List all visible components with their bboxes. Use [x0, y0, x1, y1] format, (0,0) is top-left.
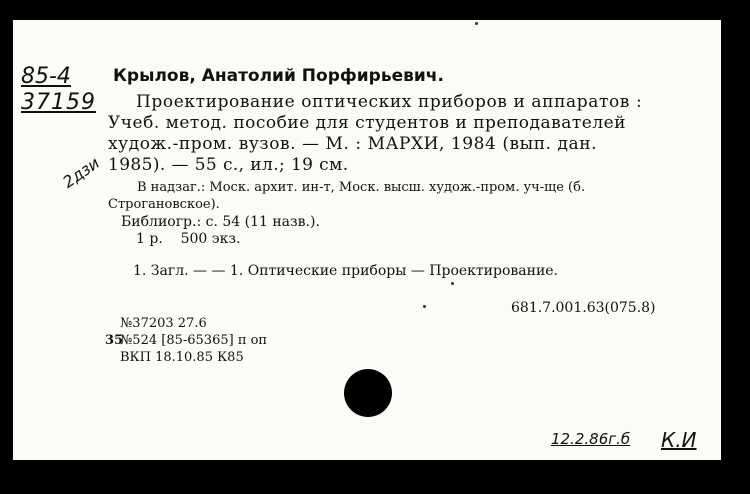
handwritten-side-note: 2дзи: [59, 153, 103, 192]
title-line-3: худож.-пром. вузов. — М. : МАРХИ, 1984 (вып. дан.: [108, 134, 598, 154]
bibliography-note: Библиогр.: с. 54 (11 назв.).: [121, 214, 320, 230]
udc-number: 681.7.001.63(075.8): [511, 300, 656, 316]
price-print-run: 1 р. 500 экз.: [136, 231, 241, 247]
footer-line-1: №37203 27.6: [120, 316, 207, 331]
handwritten-initials: К.И: [661, 428, 697, 452]
stray-mark: [475, 22, 478, 25]
stray-mark: [423, 305, 426, 308]
title-line-4: 1985). — 55 с., ил.; 19 см.: [108, 155, 349, 175]
card-punch-hole: [344, 369, 392, 417]
handwritten-call-number-top: 85-4: [21, 64, 71, 89]
card-author: Крылов, Анатолий Порфирьевич.: [113, 66, 444, 86]
title-line-1: Проектирование оптических приборов и аппаратов :: [136, 92, 643, 112]
handwritten-call-number-bottom: 37159: [21, 90, 96, 115]
tracings: 1. Загл. — — 1. Оптические приборы — Проектирование.: [133, 263, 559, 279]
note-line-2: Строгановское).: [108, 197, 220, 212]
footer-line-2: №524 [85-65365] п оп: [120, 333, 268, 348]
title-line-2: Учеб. метод. пособие для студентов и преподавателей: [108, 113, 627, 133]
footer-line-3: ВКП 18.10.85 К85: [120, 350, 244, 365]
note-line-1: В надзаг.: Моск. архит. ин-т, Моск. высш. худож.-пром. уч-ще (б.: [137, 180, 586, 195]
footer-margin-number: 35: [105, 333, 124, 348]
stray-mark: [451, 282, 454, 285]
handwritten-date-note: 12.2.86г.б: [551, 430, 631, 448]
